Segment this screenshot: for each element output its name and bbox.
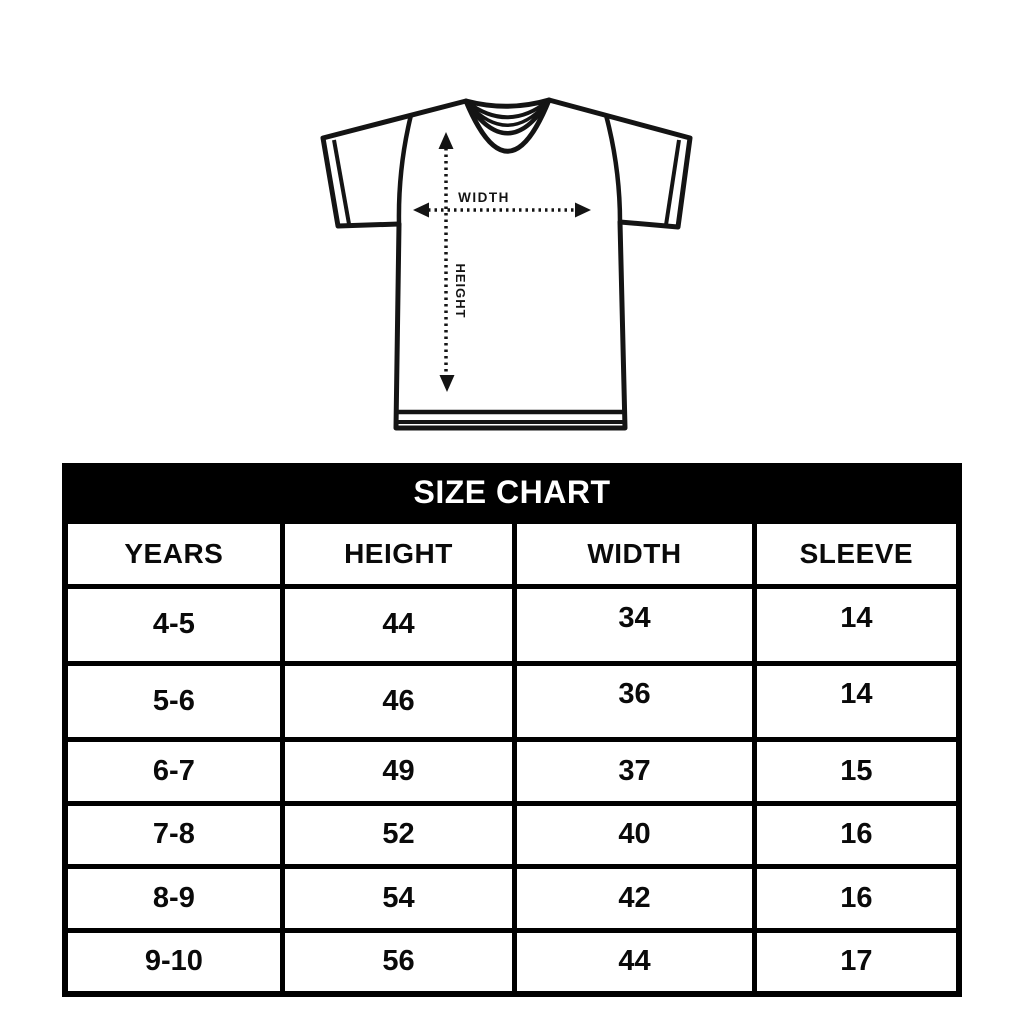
table-cell: 6-7 [65, 740, 282, 804]
table-cell: 16 [754, 867, 959, 931]
table-cell: 37 [515, 740, 755, 804]
table-cell: 16 [754, 803, 959, 867]
table-cell: 54 [282, 867, 514, 931]
table-cell: 42 [515, 867, 755, 931]
column-header-width: WIDTH [515, 521, 755, 587]
size-chart-title: SIZE CHART [62, 463, 962, 518]
table-cell: 8-9 [65, 867, 282, 931]
header-row [65, 521, 959, 587]
table-row [65, 663, 959, 740]
table-cell: 14 [754, 587, 959, 664]
tshirt-diagram [300, 78, 712, 440]
column-header-sleeve: SLEEVE [754, 521, 959, 587]
table-cell: 49 [282, 740, 514, 804]
table-cell: 36 [515, 663, 755, 740]
table-cell: 56 [282, 930, 514, 994]
table-row [65, 587, 959, 664]
table-cell: 17 [754, 930, 959, 994]
table-row [65, 803, 959, 867]
table-cell: 44 [282, 587, 514, 664]
table-row [65, 930, 959, 994]
table-row [65, 740, 959, 804]
table-cell: 44 [515, 930, 755, 994]
table-row [65, 867, 959, 931]
size-chart-table [62, 518, 962, 997]
table-cell: 52 [282, 803, 514, 867]
table-cell: 4-5 [65, 587, 282, 664]
column-header-years: YEARS [65, 521, 282, 587]
size-chart [62, 463, 962, 997]
table-cell: 5-6 [65, 663, 282, 740]
width-label: WIDTH [458, 190, 510, 205]
table-cell: 46 [282, 663, 514, 740]
table-cell: 15 [754, 740, 959, 804]
table-cell: 14 [754, 663, 959, 740]
size-chart-body [65, 587, 959, 995]
table-cell: 40 [515, 803, 755, 867]
table-cell: 34 [515, 587, 755, 664]
table-cell: 9-10 [65, 930, 282, 994]
column-header-height: HEIGHT [282, 521, 514, 587]
table-cell: 7-8 [65, 803, 282, 867]
height-label: HEIGHT [453, 263, 468, 319]
